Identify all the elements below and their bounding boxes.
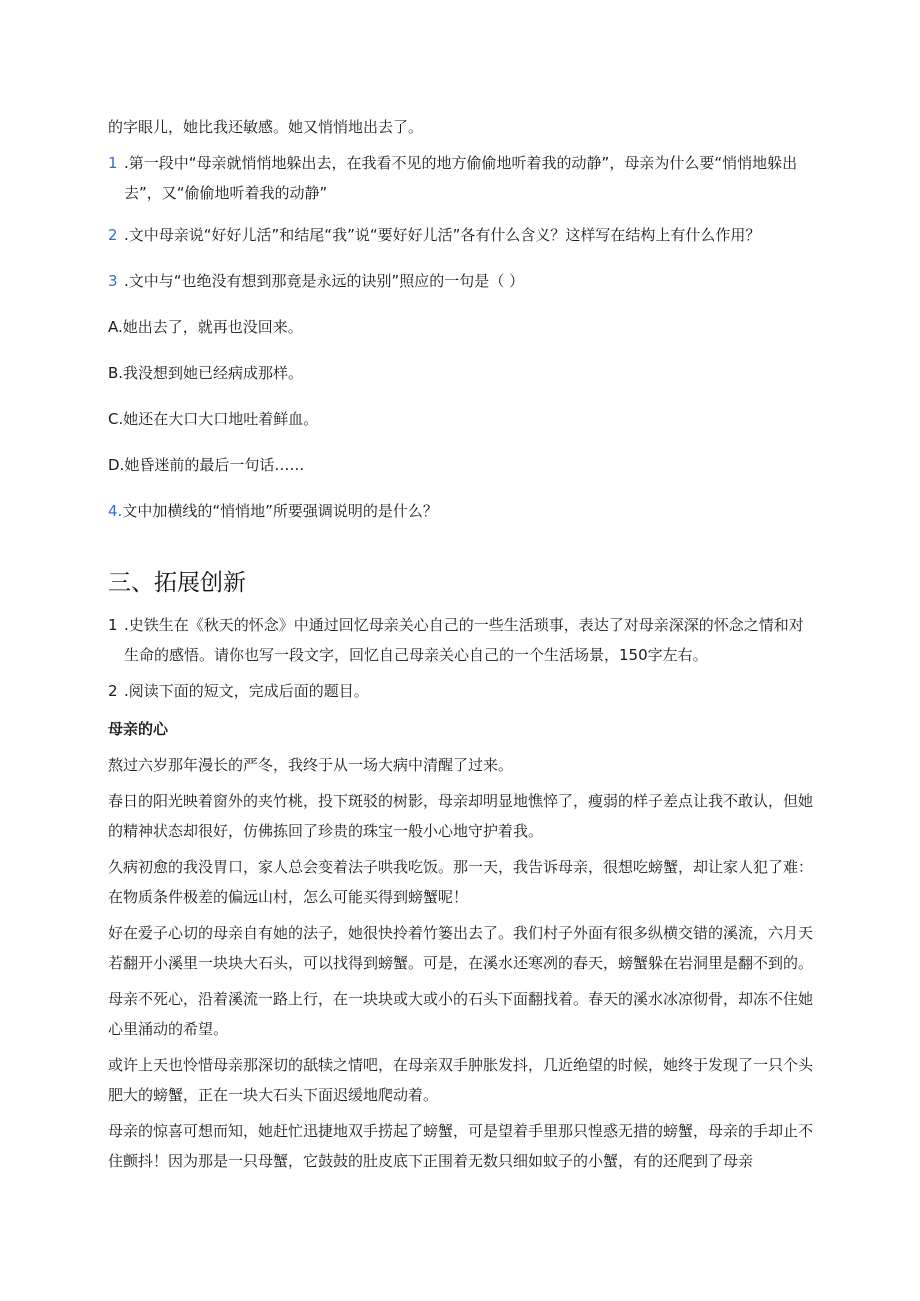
question-4-text: 文中加横线的“悄悄地”所要强调说明的是什么？	[122, 502, 438, 520]
question-1-number: 1	[108, 154, 118, 172]
section-item-2-number: 2	[108, 682, 118, 700]
question-3-text: .文中与“也绝没有想到那竟是永远的诀别”照应的一句是（ ）	[124, 272, 525, 290]
paragraph-1: 熬过六岁那年漫长的严冬，我终于从一场大病中清醒了过来。	[108, 756, 514, 774]
section-item-2-text: .阅读下面的短文，完成后面的题目。	[124, 682, 369, 700]
option-c: C.她还在大口大口地吐着鲜血。	[108, 410, 319, 428]
article-title: 母亲的心	[108, 720, 169, 738]
question-2-number: 2	[108, 226, 118, 244]
option-b: B.我没想到她已经病成那样。	[108, 364, 304, 382]
question-2	[108, 220, 816, 250]
question-4-number: 4.	[108, 502, 123, 520]
question-2-text: .文中母亲说“好好儿活”和结尾“我”说“要好好儿活”各有什么含义？这样写在结构上有什么作用？	[124, 226, 761, 244]
paragraph-4: 好在爱子心切的母亲自有她的法子，她很快拎着竹篓出去了。我们村子外面有很多纵横交错的溪流，六月天若翻开小溪里一块块大石头，可以找得到螃蟹。可是，在溪水还寒冽的春天，螃蟹躲在岩洞里是翻不到的。	[108, 924, 814, 972]
section-item-1-text: .史铁生在《秋天的怀念》中通过回忆母亲关心自己的一些生活琐事，表达了对母亲深深的怀念之情和对生命的感悟。请你也写一段文字，回忆自己母亲关心自己的一个生活场景，150字左右。	[124, 616, 804, 664]
paragraph-7: 母亲的惊喜可想而知，她赶忙迅捷地双手捞起了螃蟹，可是望着手里那只惶惑无措的螃蟹，母亲的手却止不住颤抖！因为那是一只母蟹，它鼓鼓的肚皮底下正围着无数只细如蚊子的小蟹，有的还爬到了母亲	[108, 1122, 814, 1170]
intro-line: 的字眼儿，她比我还敏感。她又悄悄地出去了。	[108, 118, 424, 136]
section-item-2	[108, 676, 816, 706]
paragraph-3: 久病初愈的我没胃口，家人总会变着法子哄我吃饭。那一天，我告诉母亲，很想吃螃蟹，却让家人犯了难：在物质条件极差的偏远山村，怎么可能买得到螃蟹呢！	[108, 858, 814, 906]
option-d: D.她昏迷前的最后一句话……	[108, 456, 305, 474]
section-item-1	[108, 610, 816, 670]
section-item-1-number: 1	[108, 616, 118, 634]
question-4	[108, 496, 816, 526]
option-a: A.她出去了，就再也没回来。	[108, 318, 303, 336]
question-1-text: .第一段中“母亲就悄悄地躲出去，在我看不见的地方偷偷地听着我的动静”，母亲为什么要“悄悄地躲出去”，又“偷偷地听着我的动静”	[124, 154, 798, 202]
question-3-number: 3	[108, 272, 118, 290]
paragraph-6: 或许上天也怜惜母亲那深切的舐犊之情吧，在母亲双手肿胀发抖，几近绝望的时候，她终于发现了一只个头肥大的螃蟹，正在一块大石头下面迟缓地爬动着。	[108, 1056, 814, 1104]
section-title: 三、拓展创新	[108, 570, 246, 596]
question-3	[108, 266, 816, 296]
question-1	[108, 148, 816, 208]
paragraph-5: 母亲不死心，沿着溪流一路上行，在一块块或大或小的石头下面翻找着。春天的溪水冰凉彻骨，却冻不住她心里涌动的希望。	[108, 990, 814, 1038]
paragraph-2: 春日的阳光映着窗外的夹竹桃，投下斑驳的树影，母亲却明显地憔悴了，瘦弱的样子差点让我不敢认，但她的精神状态却很好，仿佛拣回了珍贵的珠宝一般小心地守护着我。	[108, 792, 814, 840]
